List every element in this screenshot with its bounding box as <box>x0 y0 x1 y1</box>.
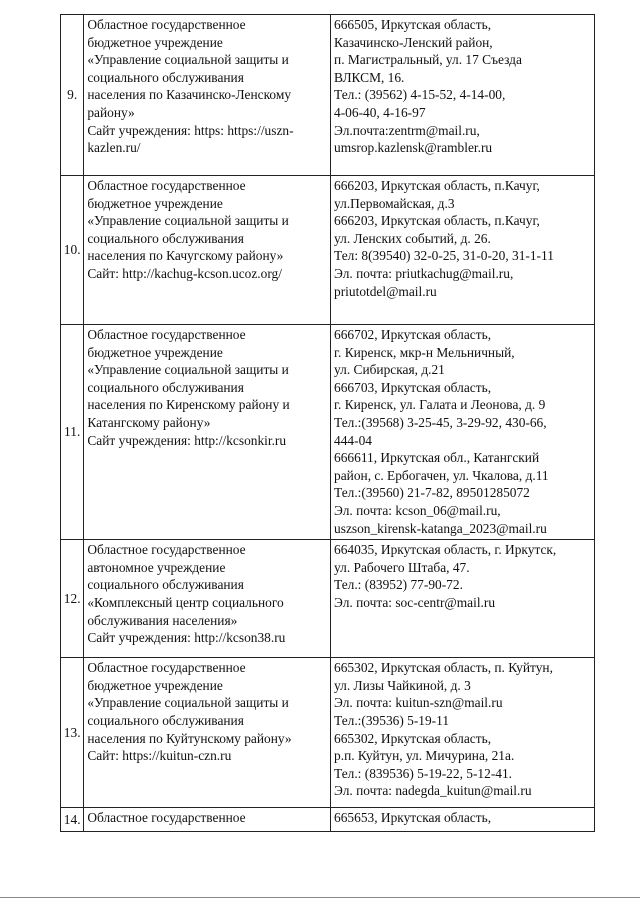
text-line: Эл. почта: kuitun-szn@mail.ru <box>334 695 503 711</box>
text-line: Областное государственное <box>87 327 246 342</box>
institution-cell <box>84 15 331 176</box>
text-line: Эл. почта: priutkachug@mail.ru, <box>334 265 514 281</box>
text-line: 664035, Иркутская область, г. Иркутск, <box>334 542 557 558</box>
table-row <box>61 540 595 658</box>
text-line: Тел.: (83952) 77-90-72. <box>334 577 463 593</box>
address-cell <box>331 176 595 325</box>
text-line: Сайт: https://kuitun-czn.ru <box>87 748 232 764</box>
text-line <box>87 16 327 34</box>
text-line: 666203, Иркутская область, п.Качуг, <box>334 178 540 193</box>
text-line: Катангскому району» <box>87 414 211 430</box>
text-line: Сайт учреждения: https: https://uszn- <box>87 122 294 138</box>
institution-cell <box>84 658 331 808</box>
text-line: населения по Куйтунскому району» <box>87 730 292 746</box>
text-line: социального обслуживания <box>87 577 244 593</box>
institutions-table <box>60 14 595 832</box>
table-row <box>61 15 595 176</box>
text-line: Сайт учреждения: http://kcson38.ru <box>87 630 286 646</box>
text-line: Эл. почта: soc-centr@mail.ru <box>334 594 496 610</box>
text-line: бюджетное учреждение <box>87 344 223 360</box>
row-number: 12. <box>61 540 84 658</box>
text-line: Областное государственное <box>87 810 246 826</box>
text-line: 665302, Иркутская область, <box>334 730 492 746</box>
table-row <box>61 808 595 832</box>
text-line: р.п. Куйтун, ул. Мичурина, 21а. <box>334 748 515 764</box>
text-line: «Управление социальной защиты и <box>87 362 289 378</box>
text-line: Областное государственное <box>87 660 246 676</box>
text-line-content: Областное государственное <box>87 17 246 32</box>
text-line: ул. Ленских событий, д. 26. <box>334 230 491 246</box>
row-number: 13. <box>61 658 84 808</box>
institutions-table-body <box>61 15 595 832</box>
text-line: населения по Качугскому району» <box>87 248 284 264</box>
row-number: 10. <box>61 176 84 325</box>
text-line-content: бюджетное учреждение <box>87 34 223 50</box>
text-line: Тел.: (839536) 5-19-22, 5-12-41. <box>334 765 513 781</box>
row-number: 9. <box>61 15 84 176</box>
text-line <box>87 51 327 69</box>
text-line: Тел.:(39568) 3-25-45, 3-29-92, 430-66, <box>334 414 547 430</box>
text-line: 666702, Иркутская область, <box>334 327 492 342</box>
text-line: г. Киренск, мкр-н Мельничный, <box>334 344 515 360</box>
text-line: ул.Первомайская, д.3 <box>334 195 455 211</box>
text-line: kazlen.ru/ <box>87 140 141 156</box>
text-line: району» <box>87 104 135 120</box>
text-line: ул. Сибирская, д.21 <box>334 362 445 378</box>
text-line: Сайт учреждения: http://kcsonkir.ru <box>87 432 287 448</box>
row-number: 14. <box>61 808 84 832</box>
text-line: ул. Рабочего Штаба, 47. <box>334 559 470 575</box>
institution-cell <box>84 808 331 832</box>
text-line: автономное учреждение <box>87 559 226 575</box>
text-line: umsrop.kazlensk@rambler.ru <box>334 140 493 156</box>
text-line: г. Киренск, ул. Галата и Леонова, д. 9 <box>334 397 546 413</box>
text-line: priutotdel@mail.ru <box>334 283 437 299</box>
address-cell <box>331 658 595 808</box>
text-line: Эл. почта: kcson_06@mail.ru, <box>334 502 501 518</box>
address-cell <box>331 15 595 176</box>
text-line: Эл.почта:zentrm@mail.ru, <box>334 122 480 138</box>
text-line: п. Магистральный, ул. 17 Съезда <box>334 52 522 68</box>
institution-cell <box>84 176 331 325</box>
institution-cell <box>84 325 331 540</box>
text-line: обслуживания населения» <box>87 612 238 628</box>
text-line: Тел.:(39560) 21-7-82, 89501285072 <box>334 485 530 501</box>
text-line: населения по Казачинско-Ленскому <box>87 87 292 103</box>
text-line: бюджетное учреждение <box>87 195 223 211</box>
table-row <box>61 176 595 325</box>
address-cell <box>331 808 595 832</box>
text-line: населения по Киренскому району и <box>87 397 290 413</box>
text-line: 444-04 <box>334 432 372 448</box>
text-line: ВЛКСМ, 16. <box>334 69 405 85</box>
text-line <box>87 69 327 87</box>
text-line: социального обслуживания <box>87 230 244 246</box>
text-line: Тел.:(39536) 5-19-11 <box>334 712 450 728</box>
text-line: 666505, Иркутская область, <box>334 17 492 32</box>
address-cell <box>331 540 595 658</box>
text-line: uszson_kirensk-katanga_2023@mail.ru <box>334 520 547 536</box>
text-line: социального обслуживания <box>87 712 244 728</box>
text-line: район, с. Ербогачен, ул. Чкалова, д.11 <box>334 467 549 483</box>
text-line: 4-06-40, 4-16-97 <box>334 104 426 120</box>
text-line: «Комплексный центр социального <box>87 594 284 610</box>
text-line: бюджетное учреждение <box>87 677 223 693</box>
text-line: 665302, Иркутская область, п. Куйтун, <box>334 660 553 676</box>
text-line: Эл. почта: nadegda_kuitun@mail.ru <box>334 783 532 799</box>
page-bottom-edge <box>0 897 640 898</box>
text-line: Тел.: (39562) 4-15-52, 4-14-00, <box>334 87 506 103</box>
text-line: Сайт: http://kachug-kcson.ucoz.org/ <box>87 265 282 281</box>
address-cell <box>331 325 595 540</box>
institution-cell <box>84 540 331 658</box>
row-number: 11. <box>61 325 84 540</box>
text-line: Областное государственное <box>87 542 246 558</box>
text-line: Областное государственное <box>87 178 246 193</box>
text-line: «Управление социальной защиты и <box>87 695 289 711</box>
text-line <box>87 34 327 52</box>
text-line: ул. Лизы Чайкиной, д. 3 <box>334 677 471 693</box>
text-line: 666703, Иркутская область, <box>334 379 492 395</box>
table-row <box>61 658 595 808</box>
text-line: Казачинско-Ленский район, <box>334 34 493 50</box>
table-row <box>61 325 595 540</box>
text-line: 666203, Иркутская область, п.Качуг, <box>334 213 540 229</box>
text-line: социального обслуживания <box>87 379 244 395</box>
text-line-content: «Управление социальной защиты и <box>87 52 289 68</box>
text-line: Тел: 8(39540) 32-0-25, 31-0-20, 31-1-11 <box>334 248 554 264</box>
text-line: «Управление социальной защиты и <box>87 213 289 229</box>
text-line: 666611, Иркутская обл., Катангский <box>334 450 540 466</box>
text-line: 665653, Иркутская область, <box>334 810 492 826</box>
text-line-content: социального обслуживания <box>87 69 244 85</box>
